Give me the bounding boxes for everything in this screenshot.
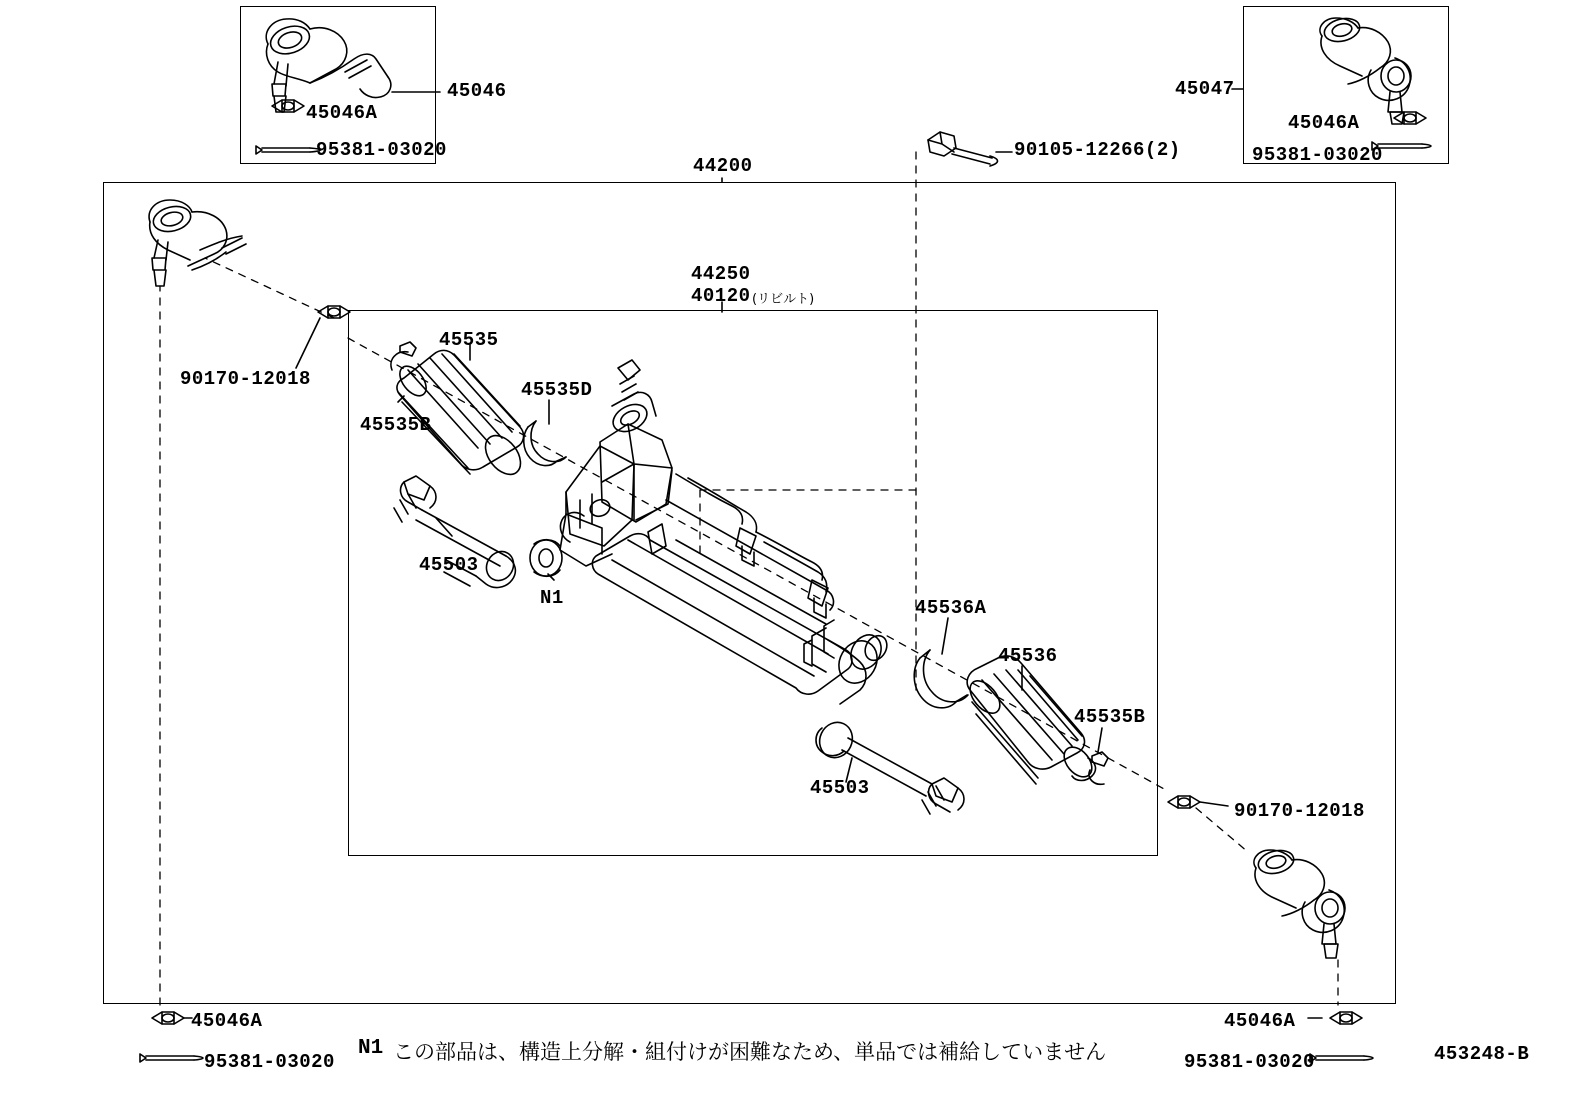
label-45046-inset: 45046 bbox=[447, 80, 507, 102]
note-symbol: N1 bbox=[358, 1037, 384, 1060]
label-95381-inset-left: 95381-03020 bbox=[316, 139, 447, 161]
label-45535: 45535 bbox=[439, 329, 499, 351]
label-45503-left: 45503 bbox=[419, 554, 479, 576]
label-45535B-left: 45535B bbox=[360, 414, 432, 436]
label-44250: 44250 bbox=[691, 263, 751, 285]
label-90170-right: 90170-12018 bbox=[1234, 800, 1365, 822]
label-45536A: 45536A bbox=[915, 597, 987, 619]
label-45046A-bottom-right: 45046A bbox=[1224, 1010, 1296, 1032]
label-45536: 45536 bbox=[998, 645, 1058, 667]
label-45047-inset: 45047 bbox=[1175, 78, 1235, 100]
label-44200: 44200 bbox=[693, 155, 753, 177]
label-90170-left: 90170-12018 bbox=[180, 368, 311, 390]
bottom-left-cotter-pin bbox=[140, 1054, 203, 1062]
gear-assembly-frame bbox=[348, 310, 1158, 856]
bottom-left-nut bbox=[152, 1012, 192, 1024]
label-95381-bottom-right: 95381-03020 bbox=[1184, 1051, 1315, 1073]
label-45046A-inset-right: 45046A bbox=[1288, 112, 1360, 134]
bottom-right-cotter-pin bbox=[1310, 1054, 1373, 1062]
label-45046A-inset-left: 45046A bbox=[306, 102, 378, 124]
bolt-90105 bbox=[928, 132, 998, 166]
label-n1-callout: N1 bbox=[540, 587, 564, 609]
label-45503-right: 45503 bbox=[810, 777, 870, 799]
bottom-right-nut bbox=[1308, 1012, 1362, 1024]
label-40120-suffix: (リビルト) bbox=[752, 292, 815, 307]
label-45535B-right: 45535B bbox=[1074, 706, 1146, 728]
label-90105-12266: 90105-12266(2) bbox=[1014, 139, 1181, 161]
note-text: この部品は、構造上分解・組付けが困難なため、単品では補給していません bbox=[393, 1040, 1107, 1064]
label-40120: 40120 bbox=[691, 285, 751, 307]
label-45535D: 45535D bbox=[521, 379, 593, 401]
label-95381-inset-right: 95381-03020 bbox=[1252, 144, 1383, 166]
inset-right-frame bbox=[1243, 6, 1449, 164]
label-95381-bottom-left: 95381-03020 bbox=[204, 1051, 335, 1073]
sheet-code: 453248-B bbox=[1434, 1043, 1530, 1065]
label-45046A-bottom-left: 45046A bbox=[191, 1010, 263, 1032]
